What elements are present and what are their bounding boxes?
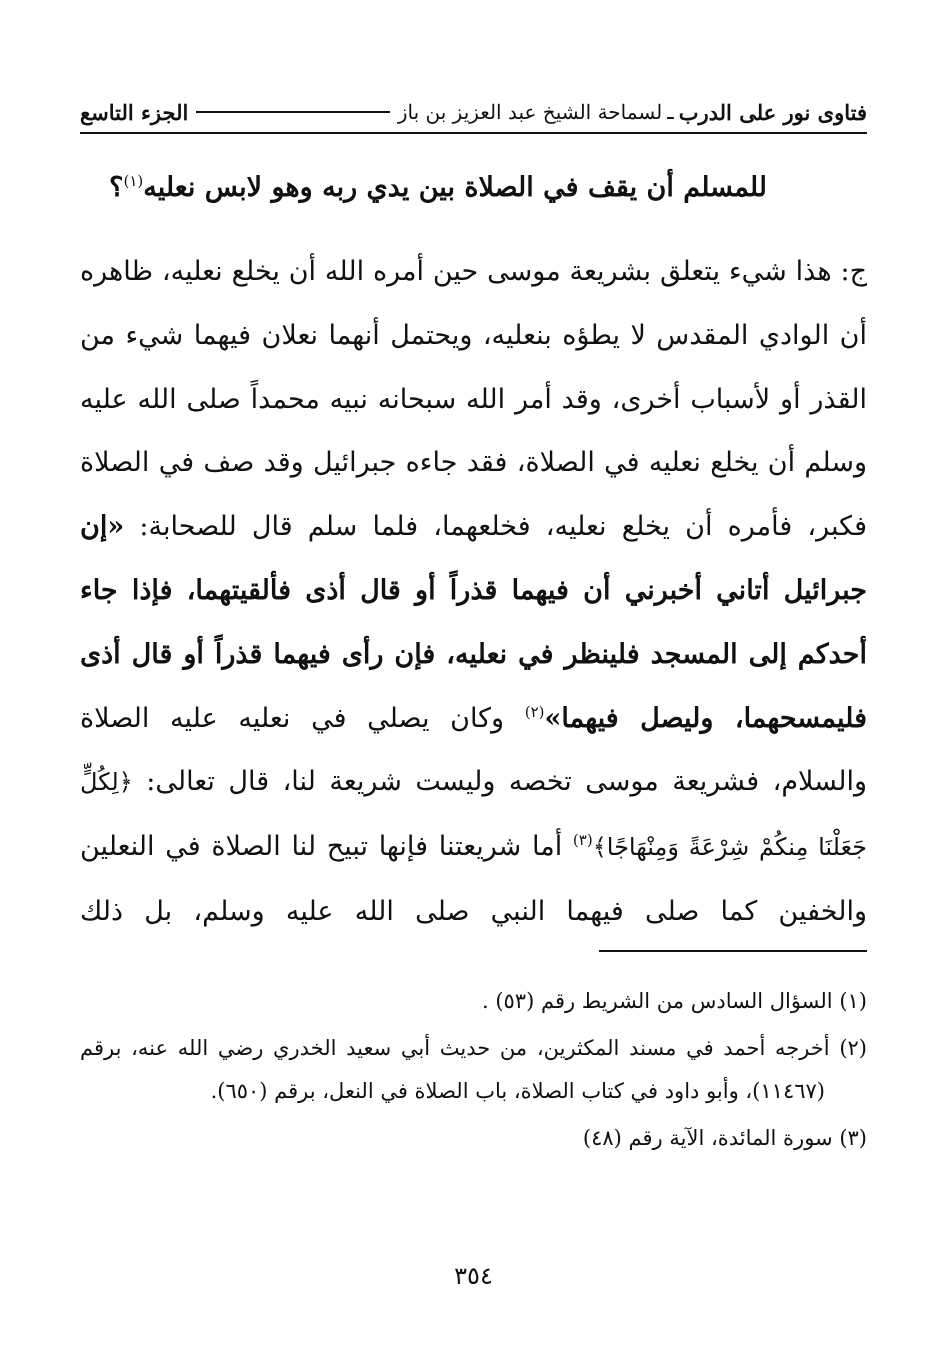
- book-title: فتاوى نور على الدرب: [678, 99, 867, 125]
- answer-intro: ج: هذا شيء يتعلق بشريعة موسى حين أمره الله أن يخلع نعليه، ظاهره أن الوادي المقدس لا يطؤه بنعليه، ويحتمل أنهما نعلان فيهما شيء من القذر أو لأسباب أخرى، وقد أمر الله سبحانه نبيه محمداً صلى الله عليه وسلم أن يخلع نعليه في الصلاة، فقد جاءه جبرائيل وقد صف في الصلاة فكبر، فأمره أن يخلع نعليه، فخلعهما، فلما سلم قال للصحابة:: [80, 256, 868, 543]
- header-rule: [196, 111, 390, 113]
- page-number: ٣٥٤: [454, 1262, 493, 1290]
- question-body: للمسلم أن يقف في الصلاة بين يدي ربه وهو لابس نعليه: [143, 172, 767, 203]
- question-text: [80, 160, 767, 216]
- hadith-open-quote: «: [107, 511, 125, 543]
- author-name: لسماحة الشيخ عبد العزيز بن باز: [397, 100, 663, 124]
- answer-middle: وكان يصلي في نعليه عليه الصلاة والسلام، فشريعة موسى تخصه وليست شريعة لنا، قال تعالى:: [80, 702, 867, 798]
- header-separator: ـ: [667, 99, 674, 125]
- hadith-close-quote: »: [544, 702, 562, 734]
- footnote-separator: [599, 950, 867, 952]
- volume-label: الجزء التاسع: [80, 99, 189, 125]
- hadith-quote: إن جبرائيل أتاني أخبرني أن فيهما قذراً أو قال أذى فألقيتهما، فإذا جاء أحدكم إلى المسجد فلينظر في نعليه، فإن رأى فيهما قذراً أو قال أذى فليمسحهما، وليصل فيهما: [80, 511, 867, 734]
- footnotes: [80, 980, 867, 1164]
- answer-end: أما شريعتنا فإنها تبيح لنا الصلاة في النعلين والخفين كما صلى فيهما النبي صلى الله عليه وسلم، بل ذلك: [80, 831, 867, 927]
- answer-text: [80, 240, 867, 944]
- running-header: [80, 92, 867, 134]
- footnote-ref-3[interactable]: (٣): [572, 831, 593, 850]
- footnote-3: (٣) سورة المائدة، الآية رقم (٤٨): [582, 1126, 867, 1150]
- footnote-ref-1[interactable]: (١): [123, 172, 144, 190]
- footnote-1: (١) السؤال السادس من الشريط رقم (٥٣) .: [481, 989, 867, 1013]
- footnote-2: (٢) أخرجه أحمد في مسند المكثرين، من حديث أبي سعيد الخدري رضي الله عنه، برقم (١١٤٦٧)، وأبو داود في كتاب الصلاة، باب الصلاة في النعل، برقم (٦٥٠).: [80, 1036, 867, 1103]
- footnote-ref-2[interactable]: (٢): [524, 702, 545, 721]
- quran-verse: ﴿لِكُلٍّ جَعَلْنَا مِنكُمْ شِرْعَةً وَمِنْهَاجًا﴾: [80, 768, 868, 862]
- question-mark: ؟: [109, 172, 124, 203]
